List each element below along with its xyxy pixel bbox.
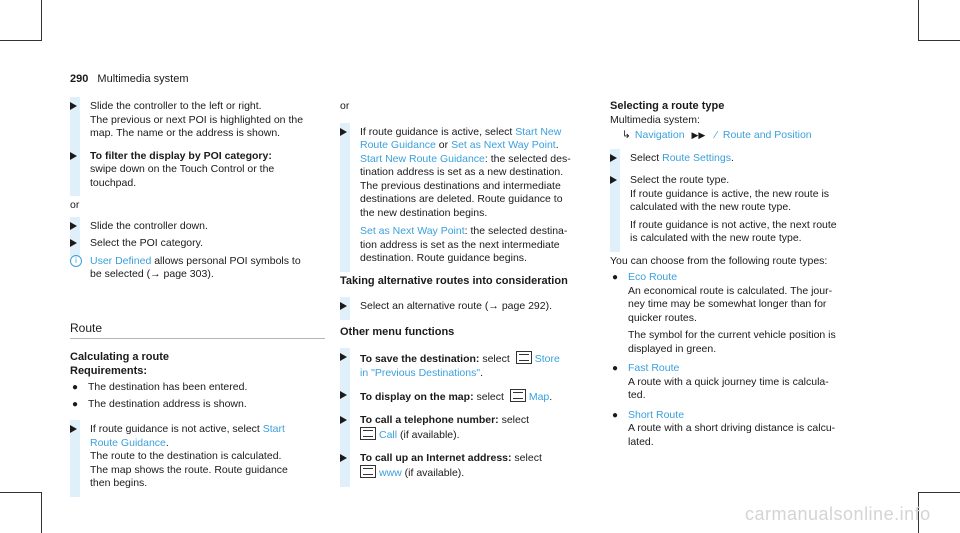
step-arrow-icon — [340, 128, 347, 136]
step-arrow-icon — [340, 302, 347, 310]
alt-heading: Taking alternative routes into consideration — [340, 274, 568, 287]
step: Select an alternative route (→ page 292). — [340, 300, 596, 314]
info-note: i User Defined allows personal POI symbols to be selected (→ page 303). — [70, 255, 325, 282]
bullet-icon: ● — [72, 382, 79, 393]
call-link[interactable]: Call — [379, 429, 398, 441]
or-text: or — [70, 199, 80, 211]
user-defined-link[interactable]: User Defined — [90, 254, 152, 267]
route-type-heading: Selecting a route type — [610, 100, 725, 112]
list-item: ● Eco Route An economical route is calculated. The jour- ney time may be somewhat longer than for quicker routes. The symbol for the current vehicle position is displayed in green. — [610, 271, 880, 356]
column-1 — [70, 100, 325, 500]
column-3 — [610, 100, 880, 455]
step-arrow-icon — [70, 425, 77, 433]
crop-mark — [918, 40, 960, 41]
page-number: 290 — [70, 73, 89, 85]
step: If route guidance is not active, select Start Route Guidance. The route to the destination is calculated. The map shows the route. Route guidance then begins. — [70, 423, 325, 491]
crop-mark — [41, 0, 42, 41]
info-icon: i — [70, 255, 82, 267]
menu-icon — [360, 465, 376, 478]
previous-destinations-link[interactable]: in "Previous Destinations" — [360, 366, 481, 379]
list-item: ● Fast Route A route with a quick journey time is calcula- ted. — [610, 362, 880, 403]
fast-route-link[interactable]: Fast Route — [628, 362, 680, 374]
step: Slide the controller down. — [70, 220, 325, 234]
short-route-link[interactable]: Short Route — [628, 408, 685, 421]
req-heading: Requirements: — [70, 364, 148, 377]
crop-mark — [918, 492, 960, 493]
step: Select the POI category. — [70, 237, 325, 251]
route-position-link[interactable]: Route and Position — [722, 129, 812, 141]
crop-mark — [41, 492, 42, 533]
store-link[interactable]: Store — [534, 353, 560, 365]
crop-mark — [0, 492, 42, 493]
crop-mark — [0, 40, 42, 41]
watermark: carmanualsonline.info — [745, 504, 931, 524]
choose-text: You can choose from the following route types: — [610, 254, 828, 267]
map-link[interactable]: Map — [528, 391, 550, 403]
route-icon: ⁄ — [715, 129, 717, 141]
navigation-link[interactable]: Navigation — [634, 129, 685, 141]
step-arrow-icon — [70, 152, 77, 160]
bullet-icon: ● — [72, 398, 79, 410]
start-new-route-guidance-link[interactable]: Start New Route Guidance — [360, 152, 485, 165]
step-arrow-icon — [610, 176, 617, 184]
set-next-way-point-link[interactable]: Set as Next Way Point — [451, 139, 556, 151]
start-link[interactable]: Start — [262, 423, 285, 435]
list-item: ● The destination has been entered. — [72, 381, 248, 393]
step-arrow-icon — [70, 239, 77, 247]
nav-path — [610, 129, 880, 143]
route-guidance-link[interactable]: Route Guidance — [360, 139, 436, 151]
other-heading: Other menu functions — [340, 325, 455, 338]
step-arrow-icon — [340, 454, 347, 462]
calc-heading: Calculating a route — [70, 351, 170, 363]
section-title: Multimedia system — [97, 73, 189, 85]
bullet-icon: ● — [612, 272, 619, 283]
bullet-icon: ● — [612, 409, 619, 421]
route-heading: Route — [70, 320, 103, 335]
step: If route guidance is active, select Start New Route Guidance or Set as Next Way Point. Start New Route Guidance: the selected des- tination address is set as a new destination. The previous destinations and intermediate destinations are deleted. Route guidance to the new destination begins. Set as Next Way Point: the selected destina- tion address is set as the next intermediate destination. Route guidance begins. — [340, 126, 596, 266]
set-next-way-point-link[interactable]: Set as Next Way Point — [360, 225, 465, 237]
route-guidance-link[interactable]: Route Guidance — [90, 436, 166, 449]
step: To call a telephone number: select Call (if available). — [340, 414, 596, 443]
step: Select the route type. If route guidance is active, the new route is calculated with the new route type. If route guidance is not active, the next route is calculated with the new route type. — [610, 174, 880, 246]
column-2 — [340, 100, 596, 490]
list-item: ● Short Route A route with a short driving distance is calcu- lated. — [610, 409, 880, 450]
divider — [70, 338, 325, 339]
start-new-link[interactable]: Start New — [515, 125, 562, 138]
multimedia-label: Multimedia system: — [610, 113, 700, 126]
menu-icon — [360, 427, 376, 440]
bullet-icon: ● — [612, 363, 619, 374]
step: To filter the display by POI category: swipe down on the Touch Control or the touchpad. — [70, 150, 325, 191]
step-arrow-icon — [70, 102, 77, 110]
double-arrow-icon: ▶▶ — [691, 130, 706, 140]
step: Slide the controller to the left or right. The previous or next POI is highlighted on the map. The name or the address is shown. — [70, 100, 325, 141]
page-header — [70, 73, 189, 87]
step-arrow-icon — [610, 154, 617, 162]
step-arrow-icon — [340, 353, 347, 361]
step-arrow-icon — [70, 222, 77, 230]
crop-mark — [918, 0, 919, 41]
or-text: or — [340, 100, 350, 112]
route-settings-link[interactable]: Route Settings — [662, 151, 731, 164]
step-arrow-icon — [340, 416, 347, 424]
step-arrow-icon — [340, 391, 347, 399]
step: To display on the map: select Map. — [340, 389, 596, 405]
menu-icon — [516, 351, 532, 364]
step: Select Route Settings. — [610, 152, 880, 166]
hook-arrow-icon: ↳ — [622, 129, 631, 141]
menu-icon — [510, 389, 526, 402]
step: To save the destination: select Store in "Previous Destinations". — [340, 351, 596, 380]
eco-route-link[interactable]: Eco Route — [628, 271, 678, 283]
step: To call up an Internet address: select www (if available). — [340, 452, 596, 481]
www-link[interactable]: www — [379, 467, 402, 479]
list-item: ● The destination address is shown. — [72, 397, 247, 410]
